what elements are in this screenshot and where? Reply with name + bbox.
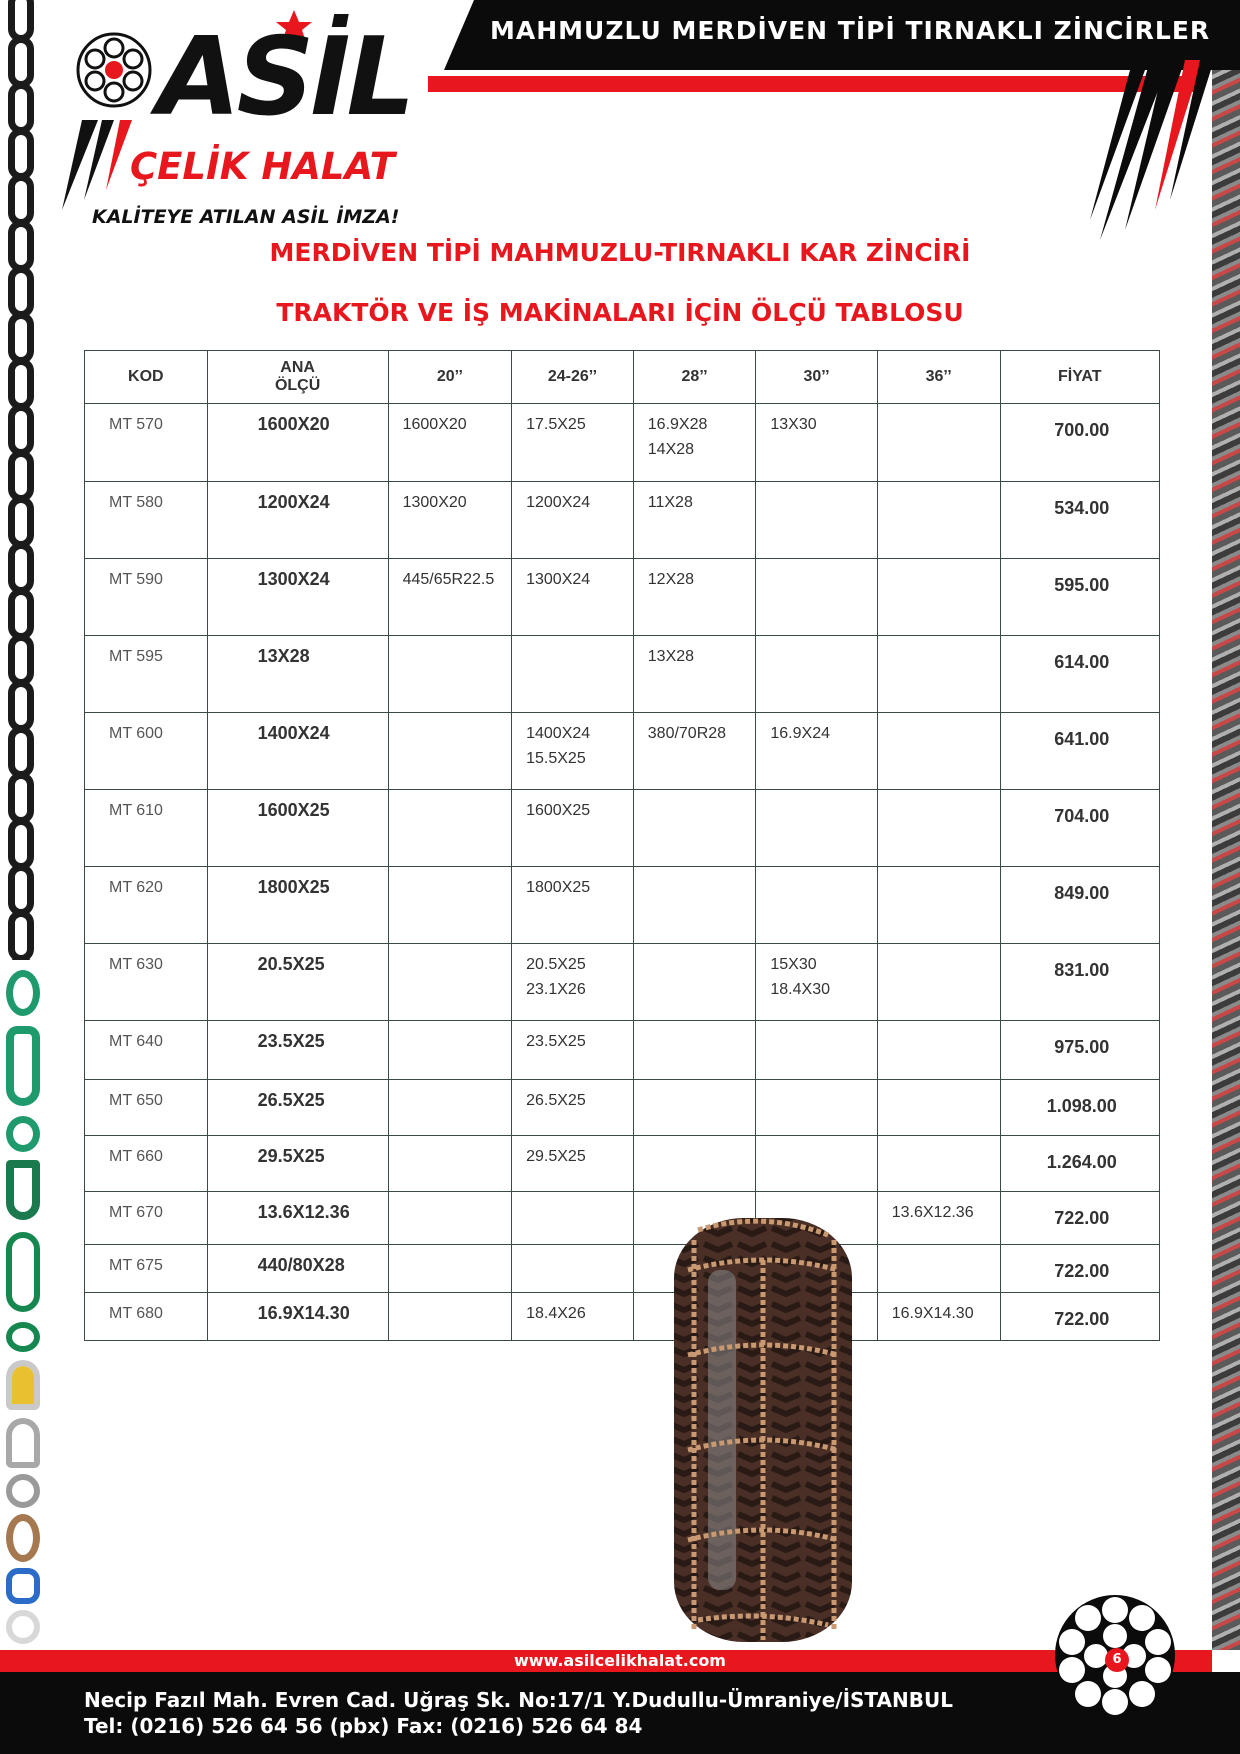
cell-ana — [207, 482, 388, 559]
cell-value: 18.4X26 — [526, 1305, 586, 1322]
cell-c36 — [877, 1021, 1000, 1080]
cell-fiyat — [1000, 1136, 1159, 1192]
logo-tagline: KALİTEYE ATILAN ASİL İMZA! — [92, 206, 400, 228]
cell-value: 975.00 — [1054, 1037, 1110, 1057]
cell-ana — [207, 944, 388, 1021]
table-header-row — [85, 351, 1160, 404]
cell-c24 — [512, 790, 634, 867]
cell-value: MT 680 — [109, 1305, 163, 1322]
cell-c20 — [388, 1293, 512, 1341]
cell-c36 — [877, 404, 1000, 482]
cell-value: 13X30 — [770, 416, 817, 433]
cell-c36 — [877, 559, 1000, 636]
cell-value: 849.00 — [1054, 883, 1110, 903]
cell-value: 23.1X26 — [526, 981, 586, 998]
cell-kod — [85, 482, 208, 559]
chain-link — [8, 496, 34, 548]
cell-value: MT 595 — [109, 648, 163, 665]
cell-c20 — [388, 636, 512, 713]
cell-value: 18.4X30 — [770, 981, 830, 998]
cell-ana — [207, 404, 388, 482]
cell-c24 — [512, 944, 634, 1021]
cell-c30 — [756, 790, 877, 867]
cell-c28 — [633, 867, 756, 944]
cell-c24 — [512, 1021, 634, 1080]
table-row — [85, 713, 1160, 790]
cell-value: 1800X25 — [257, 877, 330, 897]
cell-c28 — [633, 1080, 756, 1136]
cell-value: 1200X24 — [257, 492, 330, 512]
cell-c28 — [633, 790, 756, 867]
cell-c20 — [388, 1245, 512, 1293]
cell-value: 20.5X25 — [526, 956, 586, 973]
cell-c20 — [388, 482, 512, 559]
table-row — [85, 790, 1160, 867]
cell-c36 — [877, 1192, 1000, 1245]
cell-c28 — [633, 1136, 756, 1192]
cell-kod — [85, 404, 208, 482]
cell-value: 445/65R22.5 — [402, 571, 495, 588]
cell-value: 1600X25 — [526, 802, 591, 819]
cell-c28 — [633, 944, 756, 1021]
logo-subtitle: ÇELİK HALAT — [130, 145, 395, 188]
cell-c36 — [877, 1080, 1000, 1136]
cell-value: 1.264.00 — [1046, 1152, 1117, 1172]
cell-c30 — [756, 404, 877, 482]
cell-c24 — [512, 559, 634, 636]
cell-ana — [207, 1192, 388, 1245]
cell-c36 — [877, 713, 1000, 790]
cell-c30 — [756, 867, 877, 944]
table-row — [85, 636, 1160, 713]
cell-c24 — [512, 404, 634, 482]
table-row — [85, 404, 1160, 482]
cell-c20 — [388, 713, 512, 790]
table-row — [85, 1245, 1160, 1293]
cell-value: 29.5X25 — [526, 1148, 586, 1165]
cell-c30 — [756, 482, 877, 559]
cell-c20 — [388, 1136, 512, 1192]
cell-c36 — [877, 1293, 1000, 1341]
cell-c20 — [388, 404, 512, 482]
cell-fiyat — [1000, 790, 1159, 867]
table-row — [85, 482, 1160, 559]
header-20: 20’’ — [388, 351, 512, 404]
cell-value: 1300X20 — [402, 494, 467, 511]
chain-link — [8, 174, 34, 226]
rigging-hardware-decoration — [0, 960, 46, 1650]
cell-c30 — [756, 944, 877, 1021]
cell-fiyat — [1000, 944, 1159, 1021]
cell-ana — [207, 1136, 388, 1192]
cell-value: 1200X24 — [526, 494, 591, 511]
header-ana-olcu — [207, 351, 388, 404]
cell-c20 — [388, 1080, 512, 1136]
cell-value: MT 590 — [109, 571, 163, 588]
cell-value: 1600X20 — [257, 414, 330, 434]
header-ana-olcu-label: ANA ÖLÇÜ — [274, 359, 321, 394]
logo-brand: ASİL — [157, 15, 412, 140]
table-row — [85, 1192, 1160, 1245]
header-24-26: 24-26’’ — [512, 351, 634, 404]
cell-value: 23.5X25 — [257, 1031, 325, 1051]
cell-c28 — [633, 404, 756, 482]
chain-link — [8, 542, 34, 594]
cell-value: 440/80X28 — [257, 1255, 345, 1275]
cell-value: MT 630 — [109, 956, 163, 973]
tire-chain-image — [668, 1210, 858, 1650]
cell-c24 — [512, 482, 634, 559]
header-kod: KOD — [85, 351, 208, 404]
chain-link — [8, 772, 34, 824]
cell-value: 380/70R28 — [647, 725, 727, 742]
cell-fiyat — [1000, 713, 1159, 790]
cell-value: 1400X24 — [526, 725, 591, 742]
cell-kod — [85, 944, 208, 1021]
cell-fiyat — [1000, 1080, 1159, 1136]
cell-value: MT 580 — [109, 494, 163, 511]
cell-ana — [207, 1021, 388, 1080]
cell-value: 1.098.00 — [1046, 1096, 1117, 1116]
cell-c36 — [877, 1136, 1000, 1192]
header-30: 30’’ — [756, 351, 877, 404]
cell-c20 — [388, 559, 512, 636]
cell-ana — [207, 636, 388, 713]
cell-value: 641.00 — [1054, 729, 1110, 749]
cell-value: 16.9X24 — [770, 725, 830, 742]
cell-value: 16.9X14.30 — [891, 1305, 974, 1322]
table-row — [85, 1293, 1160, 1341]
cell-value: 534.00 — [1054, 498, 1110, 518]
cell-ana — [207, 867, 388, 944]
chain-link — [8, 128, 34, 180]
cell-value: 20.5X25 — [257, 954, 325, 974]
cell-kod — [85, 1080, 208, 1136]
chain-link — [8, 864, 34, 916]
chain-link — [8, 680, 34, 732]
cell-value: 29.5X25 — [257, 1146, 325, 1166]
cell-c36 — [877, 867, 1000, 944]
cell-c20 — [388, 790, 512, 867]
cell-value: 14X28 — [647, 441, 695, 458]
header-fiyat: FİYAT — [1000, 351, 1159, 404]
cell-value: 15X30 — [770, 956, 817, 973]
cell-value: 1300X24 — [257, 569, 330, 589]
cell-ana — [207, 1245, 388, 1293]
cell-value: MT 570 — [109, 416, 163, 433]
cell-c28 — [633, 713, 756, 790]
cell-value: MT 620 — [109, 879, 163, 896]
header-red-stripe — [428, 76, 1198, 92]
cell-c36 — [877, 636, 1000, 713]
cell-kod — [85, 1192, 208, 1245]
cell-kod — [85, 713, 208, 790]
cell-fiyat — [1000, 1021, 1159, 1080]
cell-c30 — [756, 1080, 877, 1136]
cell-value: 614.00 — [1054, 652, 1110, 672]
cell-c24 — [512, 867, 634, 944]
cell-value: 16.9X14.30 — [257, 1303, 350, 1323]
cell-value: 722.00 — [1054, 1208, 1110, 1228]
cell-c20 — [388, 867, 512, 944]
cell-value: 12X28 — [647, 571, 695, 588]
cell-fiyat — [1000, 636, 1159, 713]
cell-value: 1300X24 — [526, 571, 591, 588]
cell-fiyat — [1000, 1293, 1159, 1341]
cell-value: MT 640 — [109, 1033, 163, 1050]
company-logo — [62, 10, 422, 228]
cell-ana — [207, 559, 388, 636]
cell-c20 — [388, 1192, 512, 1245]
cell-value: 17.5X25 — [526, 416, 586, 433]
cell-ana — [207, 790, 388, 867]
cell-value: MT 650 — [109, 1092, 163, 1109]
cell-value: 26.5X25 — [526, 1092, 586, 1109]
cell-c20 — [388, 1021, 512, 1080]
cell-value: 1800X25 — [526, 879, 591, 896]
cell-value: MT 675 — [109, 1257, 163, 1274]
cell-c28 — [633, 636, 756, 713]
cell-kod — [85, 867, 208, 944]
website-link[interactable]: www.asilcelikhalat.com — [514, 1651, 726, 1670]
cell-c28 — [633, 559, 756, 636]
cell-c24 — [512, 1136, 634, 1192]
cell-value: 26.5X25 — [257, 1090, 325, 1110]
cell-value: 13.6X12.36 — [891, 1204, 974, 1221]
cell-c28 — [633, 482, 756, 559]
page-number: 6 — [1105, 1648, 1129, 1672]
cell-value: 831.00 — [1054, 960, 1110, 980]
cell-kod — [85, 1136, 208, 1192]
cell-c36 — [877, 944, 1000, 1021]
cell-kod — [85, 559, 208, 636]
cell-fiyat — [1000, 559, 1159, 636]
table-row — [85, 867, 1160, 944]
cell-c24 — [512, 1080, 634, 1136]
cell-kod — [85, 790, 208, 867]
cell-c24 — [512, 636, 634, 713]
cell-value: 13X28 — [647, 648, 695, 665]
cell-kod — [85, 1293, 208, 1341]
cell-ana — [207, 713, 388, 790]
cell-c36 — [877, 482, 1000, 559]
chain-decoration — [0, 0, 46, 960]
cell-value: 13.6X12.36 — [257, 1202, 350, 1222]
cell-value: 722.00 — [1054, 1261, 1110, 1281]
cell-value: 704.00 — [1054, 806, 1110, 826]
cell-c30 — [756, 713, 877, 790]
cell-kod — [85, 1021, 208, 1080]
cell-value: MT 610 — [109, 802, 163, 819]
cell-value: 722.00 — [1054, 1309, 1110, 1329]
cell-fiyat — [1000, 404, 1159, 482]
cell-c30 — [756, 559, 877, 636]
header-title: MAHMUZLU MERDİVEN TİPİ TIRNAKLI ZİNCİRLER — [490, 16, 1211, 45]
cell-kod — [85, 1245, 208, 1293]
cell-fiyat — [1000, 867, 1159, 944]
chain-link — [8, 404, 34, 456]
cell-value: MT 600 — [109, 725, 163, 742]
cell-c30 — [756, 1021, 877, 1080]
page-title: MERDİVEN TİPİ MAHMUZLU-TIRNAKLI KAR ZİNCİRİ — [269, 238, 971, 267]
chain-link — [8, 450, 34, 502]
footer-phone: Tel: (0216) 526 64 56 (pbx) Fax: (0216) 526 64 84 — [84, 1714, 643, 1738]
cell-value: 1400X24 — [257, 723, 330, 743]
cell-c30 — [756, 1136, 877, 1192]
chain-link — [8, 726, 34, 778]
chain-link — [8, 588, 34, 640]
footer-address: Necip Fazıl Mah. Evren Cad. Uğraş Sk. No:17/1 Y.Dudullu-Ümraniye/İSTANBUL — [84, 1688, 953, 1712]
cell-value: 1600X20 — [402, 416, 467, 433]
cell-c36 — [877, 790, 1000, 867]
cell-value: 13X28 — [257, 646, 310, 666]
cell-c20 — [388, 944, 512, 1021]
table-row — [85, 944, 1160, 1021]
cell-value: 1600X25 — [257, 800, 330, 820]
cell-value: MT 670 — [109, 1204, 163, 1221]
cell-value: 595.00 — [1054, 575, 1110, 595]
cell-c24 — [512, 1192, 634, 1245]
chain-link — [8, 818, 34, 870]
header-28: 28’’ — [633, 351, 756, 404]
cell-value: MT 660 — [109, 1148, 163, 1165]
table-row — [85, 1080, 1160, 1136]
cell-ana — [207, 1293, 388, 1341]
cell-ana — [207, 1080, 388, 1136]
chain-link — [8, 36, 34, 88]
cell-c36 — [877, 1245, 1000, 1293]
header-spikes-decoration — [1090, 60, 1220, 250]
cell-kod — [85, 636, 208, 713]
table-row — [85, 1136, 1160, 1192]
table-row — [85, 1021, 1160, 1080]
cell-c28 — [633, 1021, 756, 1080]
cell-value: 23.5X25 — [526, 1033, 586, 1050]
size-table — [84, 350, 1160, 1341]
cell-fiyat — [1000, 482, 1159, 559]
cell-value: 15.5X25 — [526, 750, 586, 767]
cell-value: 700.00 — [1054, 420, 1110, 440]
chain-link — [8, 82, 34, 134]
cell-value: 11X28 — [647, 494, 693, 511]
header-36: 36’’ — [877, 351, 1000, 404]
cell-c24 — [512, 1293, 634, 1341]
chain-link — [8, 634, 34, 686]
table-row — [85, 559, 1160, 636]
cell-c30 — [756, 636, 877, 713]
cell-c24 — [512, 1245, 634, 1293]
cell-c24 — [512, 713, 634, 790]
chain-link — [8, 358, 34, 410]
page-subtitle: TRAKTÖR VE İŞ MAKİNALARI İÇİN ÖLÇÜ TABLOSU — [276, 298, 964, 327]
chain-link — [8, 910, 34, 960]
cell-fiyat — [1000, 1192, 1159, 1245]
cell-value: 16.9X28 — [647, 416, 708, 433]
cell-fiyat — [1000, 1245, 1159, 1293]
